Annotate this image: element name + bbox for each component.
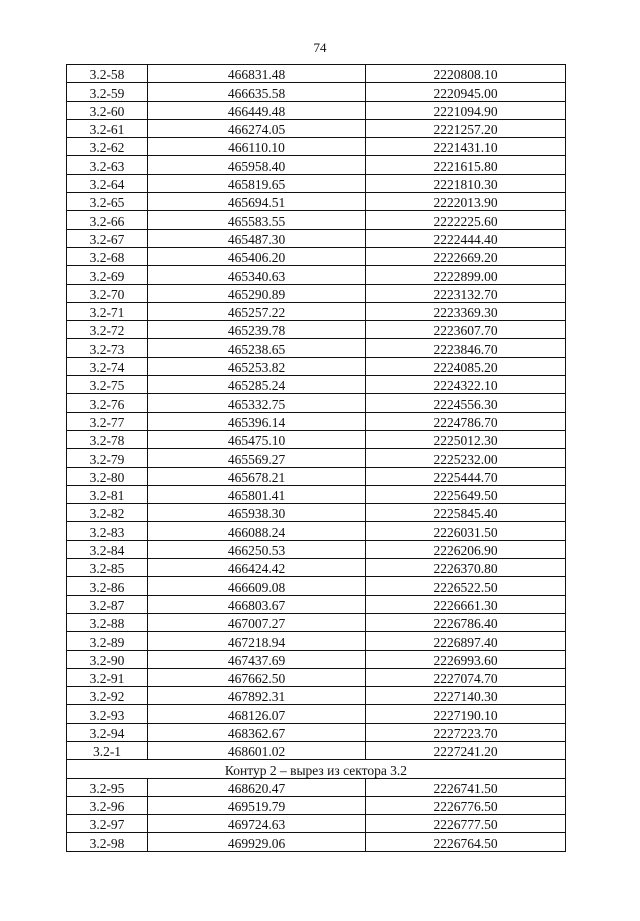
point-cell: 3.2-68 bbox=[67, 247, 148, 265]
table-row bbox=[67, 449, 566, 467]
x-coordinate-cell: 468362.67 bbox=[148, 723, 366, 741]
y-coordinate-cell: 2222669.20 bbox=[366, 247, 566, 265]
y-coordinate-cell: 2223132.70 bbox=[366, 284, 566, 302]
page-number: 74 bbox=[313, 40, 327, 55]
x-coordinate-cell: 465487.30 bbox=[148, 229, 366, 247]
point-cell: 3.2-71 bbox=[67, 302, 148, 320]
y-coordinate-cell: 2220808.10 bbox=[366, 65, 566, 83]
x-coordinate-cell: 468620.47 bbox=[148, 778, 366, 796]
x-coordinate-cell: 465239.78 bbox=[148, 321, 366, 339]
x-coordinate-cell: 466424.42 bbox=[148, 559, 366, 577]
x-coordinate-cell: 465290.89 bbox=[148, 284, 366, 302]
point-cell: 3.2-87 bbox=[67, 595, 148, 613]
table-row bbox=[67, 504, 566, 522]
y-coordinate-cell: 2226777.50 bbox=[366, 815, 566, 833]
x-coordinate-cell: 466088.24 bbox=[148, 522, 366, 540]
point-cell: 3.2-62 bbox=[67, 138, 148, 156]
x-coordinate-cell: 467662.50 bbox=[148, 668, 366, 686]
table-row bbox=[67, 101, 566, 119]
table-row bbox=[67, 650, 566, 668]
point-cell: 3.2-83 bbox=[67, 522, 148, 540]
y-coordinate-cell: 2226764.50 bbox=[366, 833, 566, 851]
table-row bbox=[67, 266, 566, 284]
y-coordinate-cell: 2227140.30 bbox=[366, 687, 566, 705]
y-coordinate-cell: 2226370.80 bbox=[366, 559, 566, 577]
point-cell: 3.2-98 bbox=[67, 833, 148, 851]
table-row bbox=[67, 723, 566, 741]
point-cell: 3.2-66 bbox=[67, 211, 148, 229]
x-coordinate-cell: 465819.65 bbox=[148, 174, 366, 192]
y-coordinate-cell: 2225649.50 bbox=[366, 485, 566, 503]
table-row bbox=[67, 815, 566, 833]
point-cell: 3.2-94 bbox=[67, 723, 148, 741]
x-coordinate-cell: 468601.02 bbox=[148, 741, 366, 759]
y-coordinate-cell: 2221615.80 bbox=[366, 156, 566, 174]
point-cell: 3.2-97 bbox=[67, 815, 148, 833]
point-cell: 3.2-73 bbox=[67, 339, 148, 357]
point-cell: 3.2-65 bbox=[67, 193, 148, 211]
x-coordinate-cell: 465396.14 bbox=[148, 412, 366, 430]
section-title: Контур 2 – вырез из сектора 3.2 bbox=[67, 760, 566, 778]
table-row bbox=[67, 559, 566, 577]
y-coordinate-cell: 2226206.90 bbox=[366, 540, 566, 558]
y-coordinate-cell: 2222225.60 bbox=[366, 211, 566, 229]
y-coordinate-cell: 2225012.30 bbox=[366, 430, 566, 448]
x-coordinate-cell: 465340.63 bbox=[148, 266, 366, 284]
y-coordinate-cell: 2224786.70 bbox=[366, 412, 566, 430]
table-row bbox=[67, 211, 566, 229]
point-cell: 3.2-79 bbox=[67, 449, 148, 467]
table-row bbox=[67, 83, 566, 101]
table-row bbox=[67, 321, 566, 339]
x-coordinate-cell: 465238.65 bbox=[148, 339, 366, 357]
table-row bbox=[67, 485, 566, 503]
y-coordinate-cell: 2222899.00 bbox=[366, 266, 566, 284]
point-cell: 3.2-93 bbox=[67, 705, 148, 723]
y-coordinate-cell: 2221810.30 bbox=[366, 174, 566, 192]
x-coordinate-cell: 465678.21 bbox=[148, 467, 366, 485]
table-row bbox=[67, 778, 566, 796]
y-coordinate-cell: 2226897.40 bbox=[366, 632, 566, 650]
x-coordinate-cell: 466831.48 bbox=[148, 65, 366, 83]
y-coordinate-cell: 2226661.30 bbox=[366, 595, 566, 613]
x-coordinate-cell: 468126.07 bbox=[148, 705, 366, 723]
x-coordinate-cell: 465406.20 bbox=[148, 247, 366, 265]
point-cell: 3.2-95 bbox=[67, 778, 148, 796]
y-coordinate-cell: 2226993.60 bbox=[366, 650, 566, 668]
table-row bbox=[67, 522, 566, 540]
y-coordinate-cell: 2226031.50 bbox=[366, 522, 566, 540]
x-coordinate-cell: 465938.30 bbox=[148, 504, 366, 522]
point-cell: 3.2-92 bbox=[67, 687, 148, 705]
y-coordinate-cell: 2226786.40 bbox=[366, 613, 566, 631]
point-cell: 3.2-91 bbox=[67, 668, 148, 686]
point-cell: 3.2-89 bbox=[67, 632, 148, 650]
table-row bbox=[67, 540, 566, 558]
x-coordinate-cell: 466609.08 bbox=[148, 577, 366, 595]
y-coordinate-cell: 2220945.00 bbox=[366, 83, 566, 101]
table-row bbox=[67, 284, 566, 302]
table-row bbox=[67, 339, 566, 357]
point-cell: 3.2-59 bbox=[67, 83, 148, 101]
table-row bbox=[67, 65, 566, 83]
point-cell: 3.2-96 bbox=[67, 796, 148, 814]
y-coordinate-cell: 2223607.70 bbox=[366, 321, 566, 339]
y-coordinate-cell: 2227241.20 bbox=[366, 741, 566, 759]
table-row bbox=[67, 193, 566, 211]
point-cell: 3.2-90 bbox=[67, 650, 148, 668]
x-coordinate-cell: 466274.05 bbox=[148, 119, 366, 137]
point-cell: 3.2-67 bbox=[67, 229, 148, 247]
y-coordinate-cell: 2226776.50 bbox=[366, 796, 566, 814]
table-row bbox=[67, 247, 566, 265]
y-coordinate-cell: 2227190.10 bbox=[366, 705, 566, 723]
point-cell: 3.2-60 bbox=[67, 101, 148, 119]
y-coordinate-cell: 2224322.10 bbox=[366, 376, 566, 394]
y-coordinate-cell: 2227223.70 bbox=[366, 723, 566, 741]
x-coordinate-cell: 467218.94 bbox=[148, 632, 366, 650]
point-cell: 3.2-84 bbox=[67, 540, 148, 558]
point-cell: 3.2-70 bbox=[67, 284, 148, 302]
x-coordinate-cell: 466449.48 bbox=[148, 101, 366, 119]
y-coordinate-cell: 2227074.70 bbox=[366, 668, 566, 686]
point-cell: 3.2-78 bbox=[67, 430, 148, 448]
point-cell: 3.2-80 bbox=[67, 467, 148, 485]
table-row bbox=[67, 687, 566, 705]
y-coordinate-cell: 2223369.30 bbox=[366, 302, 566, 320]
table-row bbox=[67, 357, 566, 375]
table-row bbox=[67, 156, 566, 174]
point-cell: 3.2-75 bbox=[67, 376, 148, 394]
point-cell: 3.2-86 bbox=[67, 577, 148, 595]
table-row bbox=[67, 741, 566, 759]
table-row bbox=[67, 467, 566, 485]
table-row bbox=[67, 412, 566, 430]
table-row bbox=[67, 833, 566, 851]
table-row bbox=[67, 668, 566, 686]
y-coordinate-cell: 2224556.30 bbox=[366, 394, 566, 412]
table-row bbox=[67, 430, 566, 448]
y-coordinate-cell: 2226741.50 bbox=[366, 778, 566, 796]
y-coordinate-cell: 2222013.90 bbox=[366, 193, 566, 211]
point-cell: 3.2-85 bbox=[67, 559, 148, 577]
table-row bbox=[67, 229, 566, 247]
table-row bbox=[67, 595, 566, 613]
table-row bbox=[67, 138, 566, 156]
x-coordinate-cell: 466635.58 bbox=[148, 83, 366, 101]
y-coordinate-cell: 2225232.00 bbox=[366, 449, 566, 467]
x-coordinate-cell: 467892.31 bbox=[148, 687, 366, 705]
point-cell: 3.2-82 bbox=[67, 504, 148, 522]
table-row bbox=[67, 613, 566, 631]
y-coordinate-cell: 2221431.10 bbox=[366, 138, 566, 156]
point-cell: 3.2-88 bbox=[67, 613, 148, 631]
x-coordinate-cell: 465801.41 bbox=[148, 485, 366, 503]
y-coordinate-cell: 2223846.70 bbox=[366, 339, 566, 357]
y-coordinate-cell: 2225845.40 bbox=[366, 504, 566, 522]
point-cell: 3.2-81 bbox=[67, 485, 148, 503]
x-coordinate-cell: 467437.69 bbox=[148, 650, 366, 668]
y-coordinate-cell: 2221257.20 bbox=[366, 119, 566, 137]
x-coordinate-cell: 469724.63 bbox=[148, 815, 366, 833]
table-row bbox=[67, 632, 566, 650]
table-row bbox=[67, 302, 566, 320]
x-coordinate-cell: 466110.10 bbox=[148, 138, 366, 156]
x-coordinate-cell: 469929.06 bbox=[148, 833, 366, 851]
y-coordinate-cell: 2222444.40 bbox=[366, 229, 566, 247]
x-coordinate-cell: 465583.55 bbox=[148, 211, 366, 229]
point-cell: 3.2-74 bbox=[67, 357, 148, 375]
point-cell: 3.2-63 bbox=[67, 156, 148, 174]
table-row bbox=[67, 119, 566, 137]
coordinates-table bbox=[66, 64, 566, 852]
table-row bbox=[67, 796, 566, 814]
x-coordinate-cell: 465958.40 bbox=[148, 156, 366, 174]
x-coordinate-cell: 465569.27 bbox=[148, 449, 366, 467]
table-row bbox=[67, 394, 566, 412]
x-coordinate-cell: 465257.22 bbox=[148, 302, 366, 320]
y-coordinate-cell: 2226522.50 bbox=[366, 577, 566, 595]
x-coordinate-cell: 465285.24 bbox=[148, 376, 366, 394]
section-header-row bbox=[67, 760, 566, 778]
x-coordinate-cell: 466803.67 bbox=[148, 595, 366, 613]
point-cell: 3.2-72 bbox=[67, 321, 148, 339]
table-row bbox=[67, 376, 566, 394]
x-coordinate-cell: 469519.79 bbox=[148, 796, 366, 814]
point-cell: 3.2-61 bbox=[67, 119, 148, 137]
x-coordinate-cell: 465332.75 bbox=[148, 394, 366, 412]
x-coordinate-cell: 465475.10 bbox=[148, 430, 366, 448]
y-coordinate-cell: 2221094.90 bbox=[366, 101, 566, 119]
x-coordinate-cell: 466250.53 bbox=[148, 540, 366, 558]
point-cell: 3.2-1 bbox=[67, 741, 148, 759]
x-coordinate-cell: 465694.51 bbox=[148, 193, 366, 211]
table-row bbox=[67, 577, 566, 595]
point-cell: 3.2-76 bbox=[67, 394, 148, 412]
table-row bbox=[67, 174, 566, 192]
point-cell: 3.2-58 bbox=[67, 65, 148, 83]
point-cell: 3.2-64 bbox=[67, 174, 148, 192]
table-row bbox=[67, 705, 566, 723]
x-coordinate-cell: 465253.82 bbox=[148, 357, 366, 375]
y-coordinate-cell: 2225444.70 bbox=[366, 467, 566, 485]
coordinates-table-body bbox=[67, 65, 566, 852]
y-coordinate-cell: 2224085.20 bbox=[366, 357, 566, 375]
point-cell: 3.2-69 bbox=[67, 266, 148, 284]
x-coordinate-cell: 467007.27 bbox=[148, 613, 366, 631]
point-cell: 3.2-77 bbox=[67, 412, 148, 430]
